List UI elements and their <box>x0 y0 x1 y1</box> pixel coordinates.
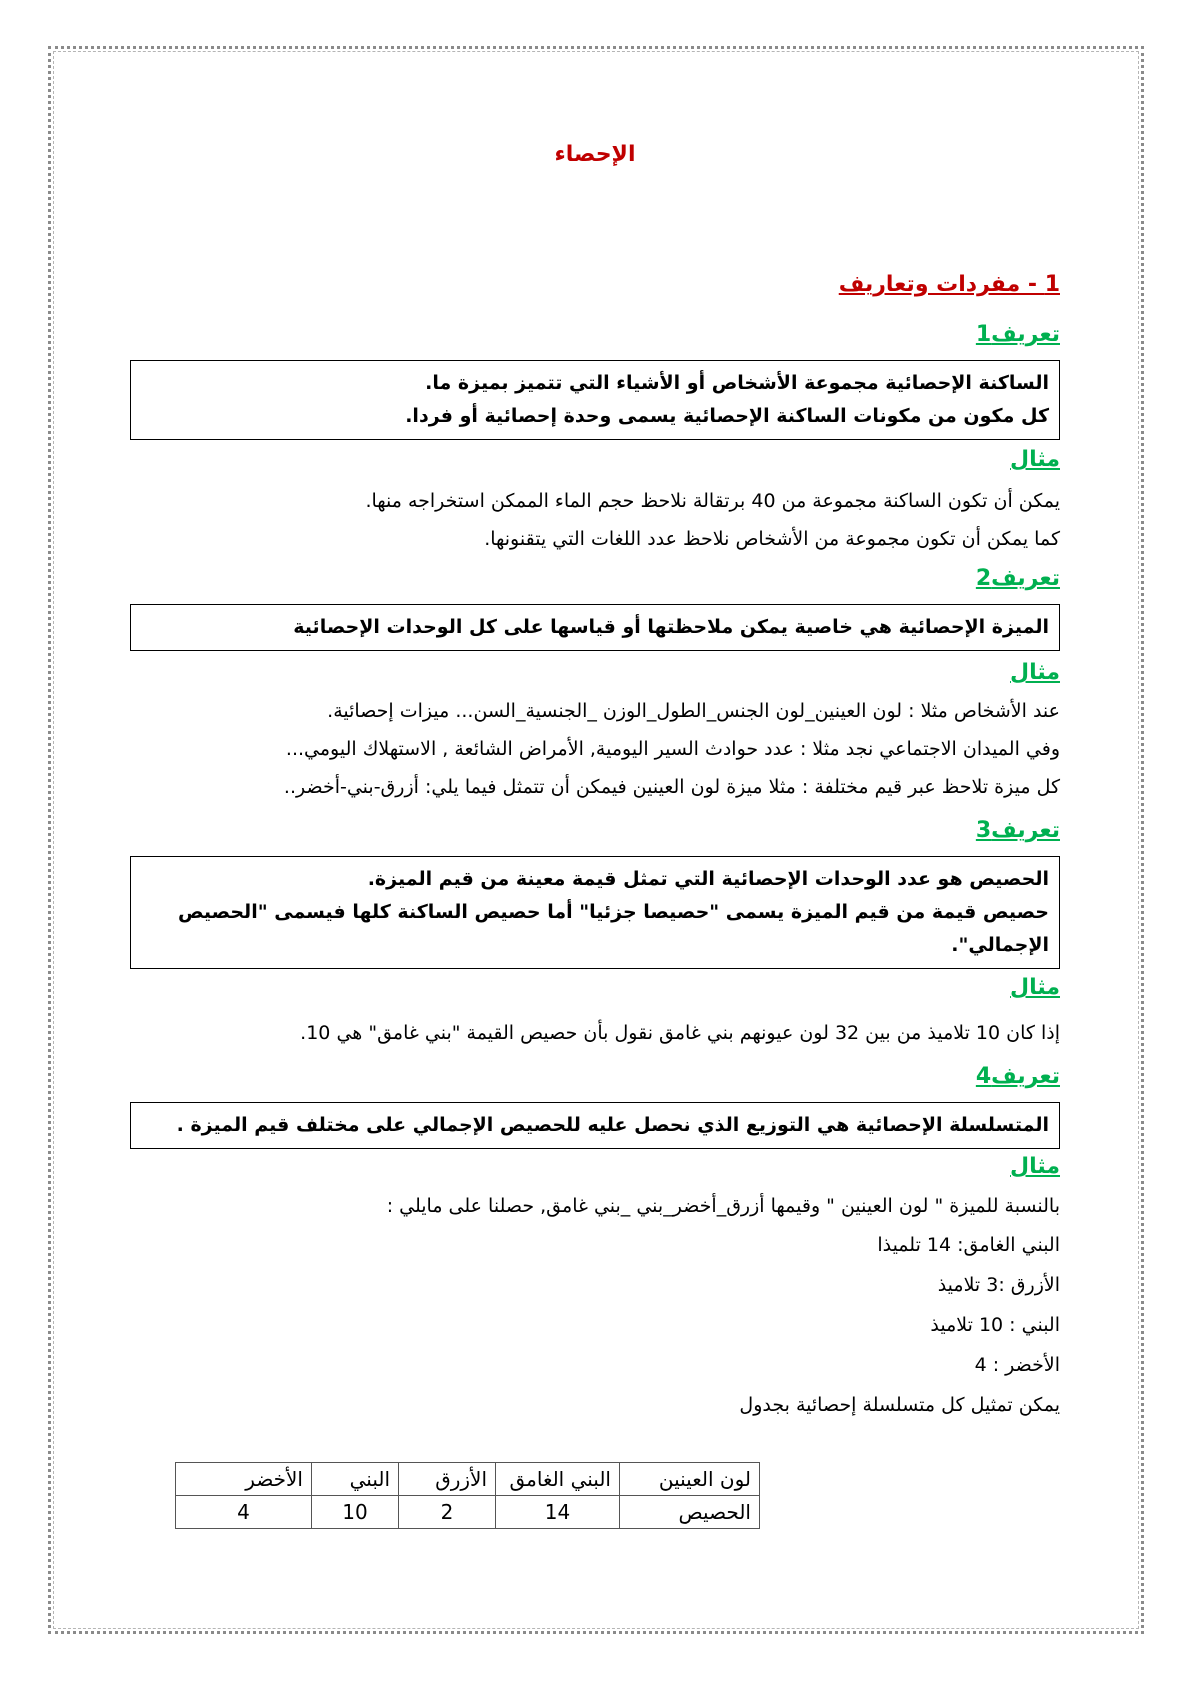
table-header-cell: الأخضر <box>176 1463 312 1496</box>
definition-2-box <box>130 604 1060 651</box>
example-4-outro: يمكن تمثيل كل متسلسلة إحصائية بجدول <box>739 1394 1060 1416</box>
example-4-item-4: الأخضر : 4 <box>974 1354 1060 1376</box>
definition-3-label: تعريف3 <box>975 818 1060 843</box>
example-1-line-2: كما يمكن أن تكون مجموعة من الأشخاص نلاحظ عدد اللغات التي يتقنونها. <box>484 528 1060 550</box>
table-header-row <box>176 1463 760 1496</box>
example-4-label: مثال <box>1010 1154 1060 1179</box>
definition-2-label: تعريف2 <box>975 566 1060 591</box>
definition-1-label: تعريف1 <box>975 322 1060 347</box>
table-header-cell: لون العينين <box>620 1463 760 1496</box>
table-cell: الحصيص <box>620 1496 760 1529</box>
definition-2-line-1: الميزة الإحصائية هي خاصية يمكن ملاحظتها أو قياسها على كل الوحدات الإحصائية <box>293 616 1049 638</box>
frequency-table <box>175 1462 760 1529</box>
definition-1-line-2: كل مكون من مكونات الساكنة الإحصائية يسمى وحدة إحصائية أو فردا. <box>405 405 1049 427</box>
table-row <box>176 1496 760 1529</box>
table-header-cell: الأزرق <box>399 1463 496 1496</box>
example-4-item-2: الأزرق :3 تلاميذ <box>937 1274 1060 1296</box>
definition-3-box <box>130 856 1060 969</box>
definition-3-line-1: الحصيص هو عدد الوحدات الإحصائية التي تمثل قيمة معينة من قيم الميزة. <box>367 868 1049 890</box>
section-heading-1: 1 - مفردات وتعاريف <box>838 272 1060 297</box>
definition-1-box <box>130 360 1060 440</box>
table-cell: 10 <box>312 1496 399 1529</box>
example-2-label: مثال <box>1010 660 1060 685</box>
example-4-item-1: البني الغامق: 14 تلميذا <box>877 1234 1060 1256</box>
example-4-item-3: البني : 10 تلاميذ <box>930 1314 1060 1336</box>
example-4-intro: بالنسبة للميزة " لون العينين " وقيمها أزرق_أخضر_بني _بني غامق, حصلنا على مايلي : <box>386 1195 1060 1217</box>
table-cell: 14 <box>496 1496 620 1529</box>
table-cell: 2 <box>399 1496 496 1529</box>
example-2-line-2: وفي الميدان الاجتماعي نجد مثلا : عدد حوادث السير اليومية, الأمراض الشائعة , الاستهلاك اليومي... <box>285 738 1060 760</box>
example-2-line-3: كل ميزة تلاحظ عبر قيم مختلفة : مثلا ميزة لون العينين فيمكن أن تتمثل فيما يلي: أزرق-بني-أخضر.. <box>283 776 1060 798</box>
example-2-line-1: عند الأشخاص مثلا : لون العينين_لون الجنس_الطول_الوزن _الجنسية_السن... ميزات إحصائية. <box>327 700 1060 722</box>
example-3-line-1: إذا كان 10 تلاميذ من بين 32 لون عيونهم بني غامق نقول بأن حصيص القيمة "بني غامق" هي 10. <box>300 1022 1060 1044</box>
example-3-label: مثال <box>1010 975 1060 1000</box>
definition-4-label: تعريف4 <box>975 1064 1060 1089</box>
document-title: الإحصاء <box>554 142 636 167</box>
example-1-label: مثال <box>1010 447 1060 472</box>
definition-4-box <box>130 1102 1060 1149</box>
table-header-cell: البني <box>312 1463 399 1496</box>
definition-3-line-2: حصيص قيمة من قيم الميزة يسمى "حصيصا جزئيا" أما حصيص الساكنة كلها فيسمى "الحصيص الإجمالي". <box>177 901 1049 956</box>
example-1-line-1: يمكن أن تكون الساكنة مجموعة من 40 برتقالة نلاحظ حجم الماء الممكن استخراجه منها. <box>365 490 1060 512</box>
definition-4-line-1: المتسلسلة الإحصائية هي التوزيع الذي نحصل عليه للحصيص الإجمالي على مختلف قيم الميزة . <box>176 1114 1049 1136</box>
table-header-cell: البني الغامق <box>496 1463 620 1496</box>
table-cell: 4 <box>176 1496 312 1529</box>
definition-1-line-1: الساكنة الإحصائية مجموعة الأشخاص أو الأشياء التي تتميز بميزة ما. <box>425 372 1049 394</box>
